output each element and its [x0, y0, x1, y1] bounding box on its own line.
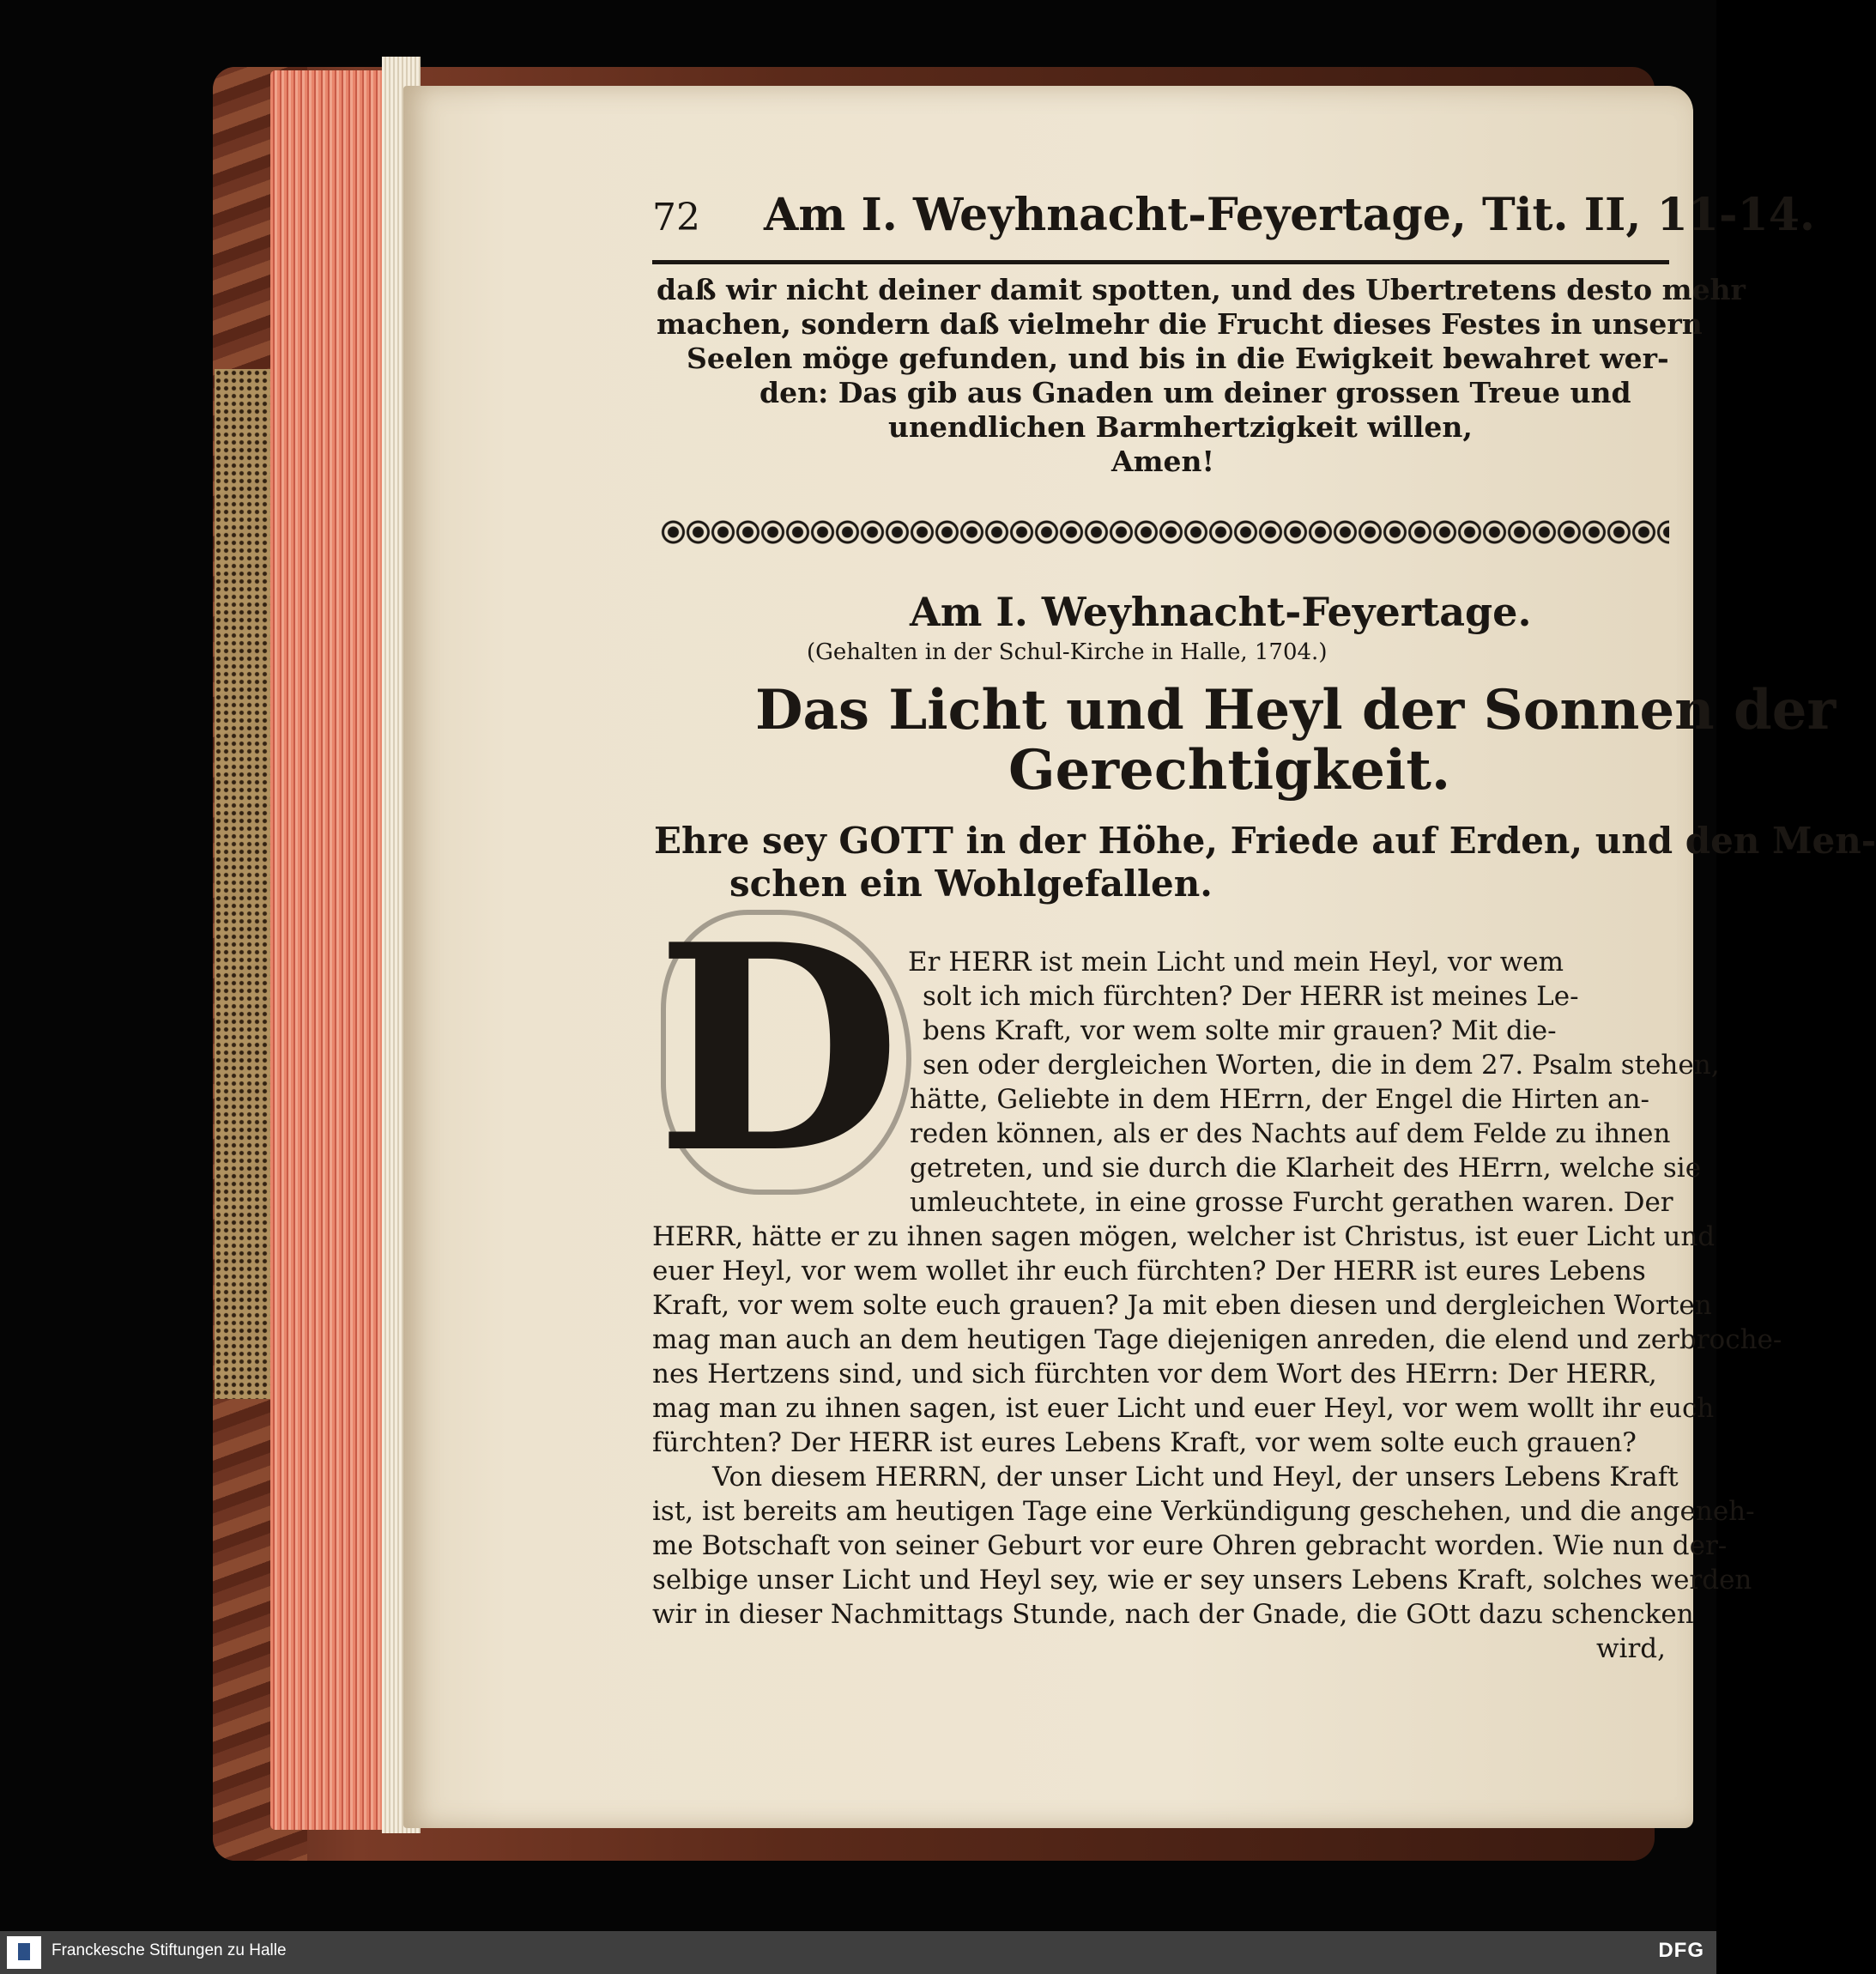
body-line: euer Heyl, vor wem wollet ihr euch fürchten? Der HERR ist eures Lebens — [652, 1256, 1646, 1287]
viewer-footer — [0, 1931, 1716, 1974]
body-line: solt ich mich fürchten? Der HERR ist meines Le- — [923, 981, 1579, 1012]
body-line: sen oder dergleichen Worten, die in dem 27. Psalm stehen, — [923, 1050, 1720, 1081]
prayer-line: Seelen möge gefunden, und bis in die Ewigkeit bewahret wer- — [687, 342, 1669, 375]
sermon-subtitle: (Gehalten in der Schul-Kirche in Halle, 1704.) — [807, 639, 1328, 665]
header-rule — [652, 260, 1669, 264]
marbled-paper — [215, 369, 275, 1399]
sermon-title: Gerechtigkeit. — [1008, 738, 1451, 802]
dfg-logo: DFG — [1658, 1939, 1704, 1962]
motto-line: Ehre sey GOTT in der Höhe, Friede auf Erden, und den Men- — [654, 820, 1876, 862]
body-line: HERR, hätte er zu ihnen sagen mögen, welcher ist Christus, ist euer Licht und — [652, 1221, 1716, 1252]
body-line: me Botschaft von seiner Geburt vor eure Ohren gebracht worden. Wie nun der- — [652, 1530, 1728, 1561]
body-line: fürchten? Der HERR ist eures Lebens Kraft, vor wem solte euch grauen? — [652, 1427, 1637, 1458]
body-line: umleuchtete, in eine grosse Furcht gerathen waren. Der — [910, 1187, 1673, 1218]
running-title: Am I. Weyhnacht-Feyertage, Tit. II, 11-14. — [764, 189, 1815, 241]
body-line: bens Kraft, vor wem solte mir grauen? Mit die- — [923, 1015, 1557, 1046]
body-line: nes Hertzens sind, und sich fürchten vor dem Wort des HErrn: Der HERR, — [652, 1359, 1657, 1390]
body-line: mag man zu ihnen sagen, ist euer Licht und euer Heyl, vor wem wollt ihr euch — [652, 1393, 1715, 1424]
body-line: selbige unser Licht und Heyl sey, wie er sey unsers Lebens Kraft, solches werden — [652, 1565, 1752, 1596]
page-edges — [270, 70, 395, 1830]
body-line: Kraft, vor wem solte euch grauen? Ja mit eben diesen und dergleichen Worten — [652, 1290, 1712, 1321]
body-line: getreten, und sie durch die Klarheit des HErrn, welche sie — [910, 1153, 1702, 1184]
sermon-heading: Am I. Weyhnacht-Feyertage. — [910, 589, 1532, 635]
prayer-line: daß wir nicht deiner damit spotten, und des Ubertretens desto mehr — [657, 273, 1746, 306]
catchword: wird, — [1596, 1633, 1666, 1664]
body-line: hätte, Geliebte in dem HErrn, der Engel die Hirten an- — [910, 1084, 1650, 1115]
decorated-initial: D — [655, 882, 902, 1215]
page-number: 72 — [652, 196, 700, 239]
institution-name: Franckesche Stiftungen zu Halle — [51, 1941, 287, 1959]
prayer-line: Amen! — [1111, 445, 1214, 478]
prayer-line: unendlichen Barmhertzigkeit willen, — [888, 410, 1473, 444]
body-line: wir in dieser Nachmittags Stunde, nach der Gnade, die GOtt dazu schencken — [652, 1599, 1694, 1630]
ornament-border — [661, 515, 1669, 549]
sermon-title: Das Licht und Heyl der Sonnen der — [755, 678, 1837, 742]
motto-line: schen ein Wohlgefallen. — [729, 863, 1213, 905]
prayer-line: den: Das gib aus Gnaden um deiner grossen Treue und — [759, 376, 1631, 409]
body-line: Von diesem HERRN, der unser Licht und Heyl, der unsers Lebens Kraft — [712, 1462, 1679, 1493]
body-line: reden können, als er des Nachts auf dem Felde zu ihnen — [910, 1118, 1671, 1149]
body-line: ist, ist bereits am heutigen Tage eine Verkündigung geschehen, und die angeneh- — [652, 1496, 1755, 1527]
body-line: mag man auch an dem heutigen Tage diejenigen anreden, die elend und zerbroche- — [652, 1324, 1782, 1355]
body-line: Er HERR ist mein Licht und mein Heyl, vor wem — [908, 947, 1564, 978]
institution-logo-icon — [7, 1936, 41, 1969]
prayer-line: machen, sondern daß vielmehr die Frucht dieses Festes in unsern — [657, 307, 1703, 341]
